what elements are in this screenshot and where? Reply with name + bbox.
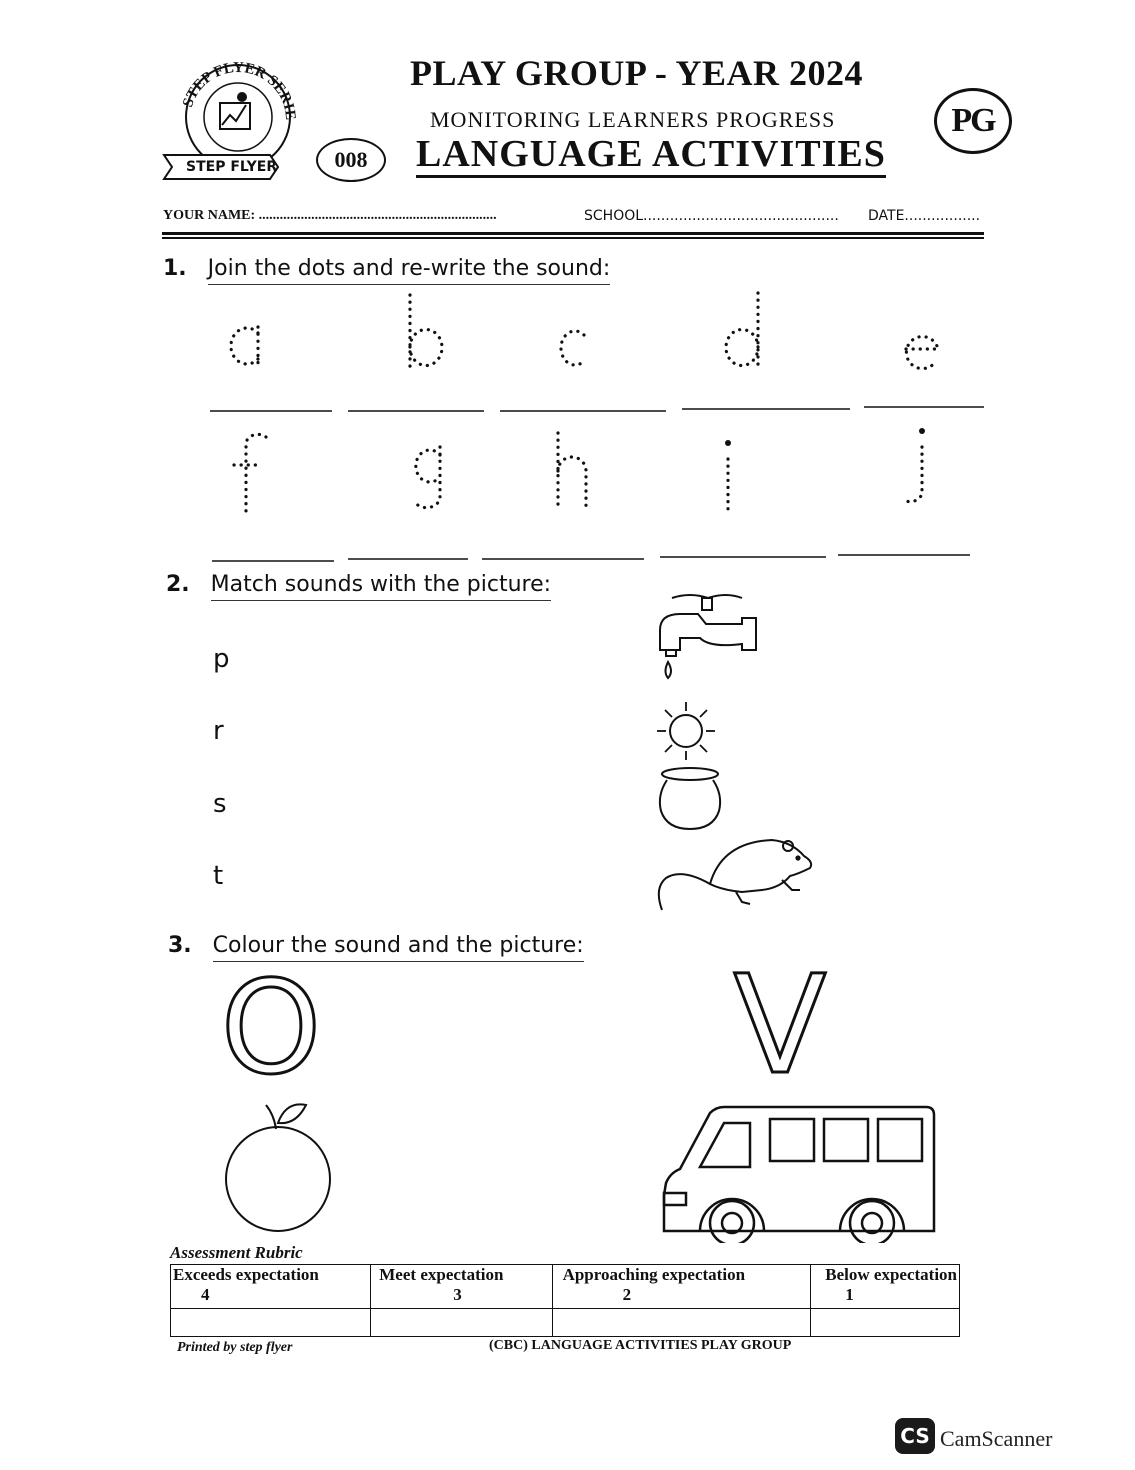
rubric-score-meet: 3 — [453, 1285, 462, 1304]
header-divider-top — [162, 232, 984, 235]
dotted-letter-b[interactable] — [200, 285, 442, 369]
rubric-cell-below — [811, 1265, 960, 1309]
dotted-letter-b-label — [200, 285, 208, 289]
course-footer: (CBC) LANGUAGE ACTIVITIES PLAY GROUP — [489, 1338, 792, 1353]
printer-credit: Printed by step flyer — [177, 1340, 293, 1355]
date-field[interactable]: DATE................. — [868, 208, 981, 224]
outline-letter-v[interactable] — [728, 962, 833, 1080]
sound-p[interactable]: p — [213, 644, 230, 674]
rubric-mark-exceeds[interactable] — [171, 1309, 371, 1337]
svg-text:STEP FLYER SERIES: STEP FLYER SERIE — [180, 59, 299, 121]
q2-number: 2. — [166, 572, 190, 597]
rubric-cell-meet — [371, 1265, 552, 1309]
dotted-letter-h-label — [200, 285, 208, 289]
dotted-letter-e-label — [200, 285, 207, 289]
step-flyer-logo — [160, 55, 320, 185]
dotted-letter-g[interactable] — [200, 285, 440, 508]
logo-banner-text: STEP FLYER — [186, 159, 278, 175]
dotted-letter-a[interactable] — [200, 285, 258, 367]
rubric-mark-below[interactable] — [811, 1309, 960, 1337]
dotted-letter-i[interactable] — [200, 285, 728, 509]
school-field[interactable]: SCHOOL............................................ — [584, 208, 839, 224]
dotted-letter-e[interactable] — [200, 285, 938, 369]
rat-icon[interactable] — [652, 832, 817, 914]
dotted-letter-f[interactable] — [200, 285, 266, 511]
dotted-letter-h[interactable] — [200, 285, 586, 511]
camscanner-logo-icon: CS — [895, 1418, 935, 1454]
dotted-letter-f-label — [200, 285, 206, 289]
orange-icon[interactable] — [220, 1095, 338, 1235]
dotted-letter-i-label — [200, 285, 205, 289]
q3-heading — [168, 933, 584, 958]
sound-s[interactable]: s — [213, 789, 227, 819]
rubric-header-row — [171, 1265, 960, 1309]
dotted-letter-g-label — [200, 285, 208, 289]
rubric-cell-exceeds — [171, 1265, 371, 1309]
dotted-letter-c[interactable] — [200, 285, 584, 365]
rubric-mark-row — [171, 1309, 960, 1337]
rubric-score-below: 1 — [845, 1285, 854, 1304]
rubric-mark-approaching[interactable] — [552, 1309, 811, 1337]
q1-number: 1. — [163, 256, 187, 281]
page-subtitle: MONITORING LEARNERS PROGRESS — [430, 107, 836, 132]
worksheet-code: 008 — [316, 138, 386, 182]
pot-icon[interactable] — [655, 765, 725, 833]
assessment-rubric-table — [170, 1264, 960, 1337]
sound-r[interactable]: r — [213, 716, 224, 746]
rubric-score-approaching: 2 — [622, 1285, 632, 1304]
subject-title: LANGUAGE ACTIVITIES — [416, 135, 886, 178]
rubric-mark-meet[interactable] — [371, 1309, 552, 1337]
rubric-cell-approaching — [552, 1265, 811, 1309]
camscanner-text: CamScanner — [940, 1426, 1053, 1451]
rubric-label-below: Below expectation — [825, 1265, 957, 1284]
name-field[interactable]: YOUR NAME: .................................................................... — [163, 208, 497, 223]
q3-instruction: Colour the sound and the picture: — [213, 933, 584, 962]
page-title: PLAY GROUP - YEAR 2024 — [410, 53, 864, 93]
outline-letter-o-text: O — [220, 972, 322, 1082]
rubric-score-exceeds: 4 — [201, 1285, 210, 1304]
q2-heading — [166, 572, 551, 597]
outline-letter-v-text: V — [733, 962, 827, 1080]
dotted-letter-d[interactable] — [200, 285, 758, 369]
dotted-letter-a-label — [200, 285, 207, 289]
dotted-letter-c-label — [200, 285, 207, 289]
rubric-label-approaching: Approaching expectation — [562, 1265, 746, 1284]
tap-icon[interactable] — [650, 590, 765, 690]
sound-t[interactable]: t — [213, 861, 224, 891]
dotted-letters-grid — [200, 285, 990, 575]
van-icon[interactable] — [660, 1103, 940, 1243]
sun-icon[interactable] — [655, 700, 717, 762]
dotted-letter-j[interactable] — [200, 285, 922, 502]
outline-letter-o[interactable] — [214, 972, 329, 1082]
dotted-letter-d-label — [200, 285, 208, 289]
q1-instruction: Join the dots and re-write the sound: — [208, 256, 611, 285]
dotted-letter-j-label — [200, 285, 204, 289]
rubric-label-meet: Meet expectation — [379, 1265, 504, 1284]
rubric-label-exceeds: Exceeds expectation — [173, 1265, 319, 1284]
header-divider-bottom — [162, 237, 984, 239]
q3-number: 3. — [168, 933, 192, 958]
rubric-title: Assessment Rubric — [170, 1243, 303, 1262]
pg-badge: PG — [934, 88, 1012, 154]
q2-instruction: Match sounds with the picture: — [211, 572, 551, 601]
q1-heading — [163, 256, 610, 281]
